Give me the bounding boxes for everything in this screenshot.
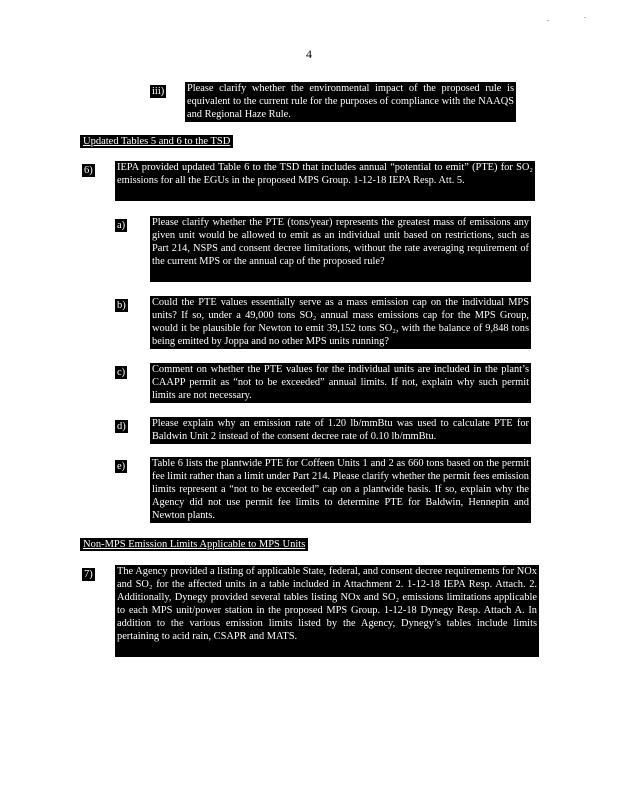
subitem-label-a: a) (117, 220, 126, 231)
page-number: 4 (306, 47, 312, 61)
section-heading-updated-tables: Updated Tables 5 and 6 to the TSD (80, 135, 233, 148)
item-text-iii: Please clarify whether the environmental impact of the proposed rule is equivalent to the current rule for the purposes of compliance with the NAAQS and Regional Haze Rule. (187, 83, 514, 121)
item-label-iii: iii) (152, 86, 165, 97)
subitem-label-c: c) (117, 367, 126, 378)
question-number-6: 6) (84, 165, 93, 176)
question-text-7: The Agency provided a listing of applicable State, federal, and consent decree requirements for NOx and SO₂ for the affected units in a table included in Attachment 2. 1-12-18 IEPA Resp. Attach. 2. Additionally, Dynegy provided several tables listing NOx and SO₂ emissions limitations applicable to each MPS unit/power station in the proposed MPS Group. 1-12-18 Dynegy Resp. Attach A. In addition to the various emission limits listed by the Agency, Dynegy’s tables include limits pertaining to acid rain, CSAPR and MATS. (115, 565, 539, 657)
question-text-6: IEPA provided updated Table 6 to the TSD that includes annual “potential to emit” (PTE) for SO₂ emissions for all the EGUs in the proposed MPS Group. 1-12-18 IEPA Resp. Att. 5. (115, 161, 535, 201)
subitem-label-d: d) (117, 421, 126, 432)
section-heading-non-mps: Non-MPS Emission Limits Applicable to MPS Units (80, 538, 308, 551)
subitem-label-e: e) (117, 461, 126, 472)
subitem-text-e: Table 6 lists the plantwide PTE for Coffeen Units 1 and 2 as 660 tons based on the permit fee limit rather than a limit under Part 214. Please clarify whether the permit fees emission limits represent a “not to be exceeded” cap on a plantwide basis. If so, explain why the Agency did not use permit fee limits to determine PTE for Baldwin, Hennepin and Newton plants. (152, 458, 529, 522)
subitem-text-d: Please explain why an emission rate of 1.20 lb/mmBtu was used to calculate PTE for Baldwin Unit 2 instead of the consent decree rate of 0.10 lb/mmBtu. (152, 418, 529, 443)
scan-speck (547, 20, 549, 21)
subitem-text-c: Comment on whether the PTE values for the individual units are included in the plant’s CAAPP permit as “not to be exceeded” annual limits. If not, explain why such permit limits are not necessary. (152, 364, 529, 402)
question-number-7: 7) (84, 569, 93, 580)
subitem-text-a: Please clarify whether the PTE (tons/year) represents the greatest mass of emissions any given unit would be allowed to emit as an individual unit based on restrictions, such as Part 214, NSPS and consent decree limitations, without the rate averaging requirement of the current MPS or the annual cap of the proposed rule? (150, 216, 531, 282)
subitem-label-b: b) (117, 300, 126, 311)
scan-speck (584, 17, 586, 18)
subitem-text-b: Could the PTE values essentially serve as a mass emission cap on the individual MPS units? If so, under a 49,000 tons SO₂ annual mass emissions cap for the MPS Group, would it be plausible for Newton to emit 39,152 tons SO₂, with the balance of 9,848 tons being emitted by Joppa and no other MPS units running? (152, 297, 529, 348)
